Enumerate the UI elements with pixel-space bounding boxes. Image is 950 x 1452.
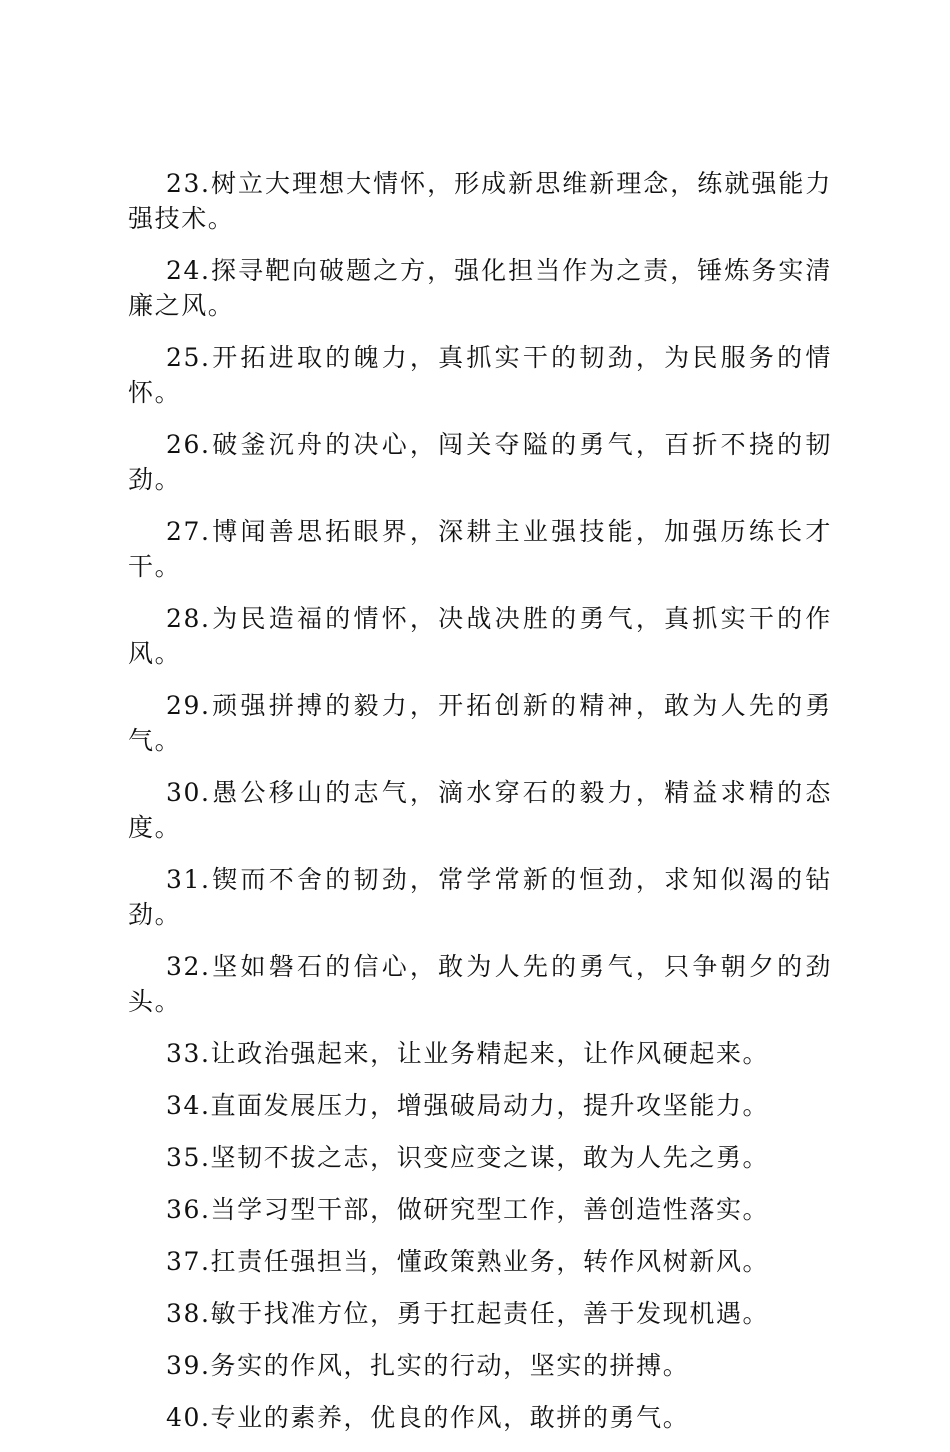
list-item: 23.树立大理想大情怀，形成新思维新理念，练就强能力强技术。 — [128, 169, 832, 233]
list-item: 26.破釜沉舟的决心，闯关夺隘的勇气，百折不挠的韧劲。 — [128, 430, 832, 494]
list-item: 28.为民造福的情怀，决战决胜的勇气，真抓实干的作风。 — [128, 604, 832, 668]
list-item: 33.让政治强起来，让业务精起来，让作风硬起来。 — [166, 1039, 770, 1068]
list-item: 36.当学习型干部，做研究型工作，善创造性落实。 — [166, 1195, 770, 1224]
list-item: 37.扛责任强担当，懂政策熟业务，转作风树新风。 — [166, 1247, 770, 1276]
list-item: 29.顽强拼搏的毅力，开拓创新的精神，敢为人先的勇气。 — [128, 691, 832, 755]
list-item: 24.探寻靶向破题之方，强化担当作为之责，锤炼务实清廉之风。 — [128, 256, 832, 320]
list-item: 34.直面发展压力，增强破局动力，提升攻坚能力。 — [166, 1091, 770, 1120]
document-body — [128, 166, 832, 1452]
list-item: 32.坚如磐石的信心，敢为人先的勇气，只争朝夕的劲头。 — [128, 952, 832, 1016]
list-item: 39.务实的作风，扎实的行动，坚实的拼搏。 — [166, 1351, 690, 1380]
list-item: 25.开拓进取的魄力，真抓实干的韧劲，为民服务的情怀。 — [128, 343, 832, 407]
list-item: 31.锲而不舍的韧劲，常学常新的恒劲，求知似渴的钻劲。 — [128, 865, 832, 929]
list-item: 35.坚韧不拔之志，识变应变之谋，敢为人先之勇。 — [166, 1143, 770, 1172]
list-item: 27.博闻善思拓眼界，深耕主业强技能，加强历练长才干。 — [128, 517, 832, 581]
list-item: 38.敏于找准方位，勇于扛起责任，善于发现机遇。 — [166, 1299, 770, 1328]
list-item: 30.愚公移山的志气，滴水穿石的毅力，精益求精的态度。 — [128, 778, 832, 842]
list-item: 40.专业的素养，优良的作风，敢拼的勇气。 — [166, 1403, 690, 1432]
